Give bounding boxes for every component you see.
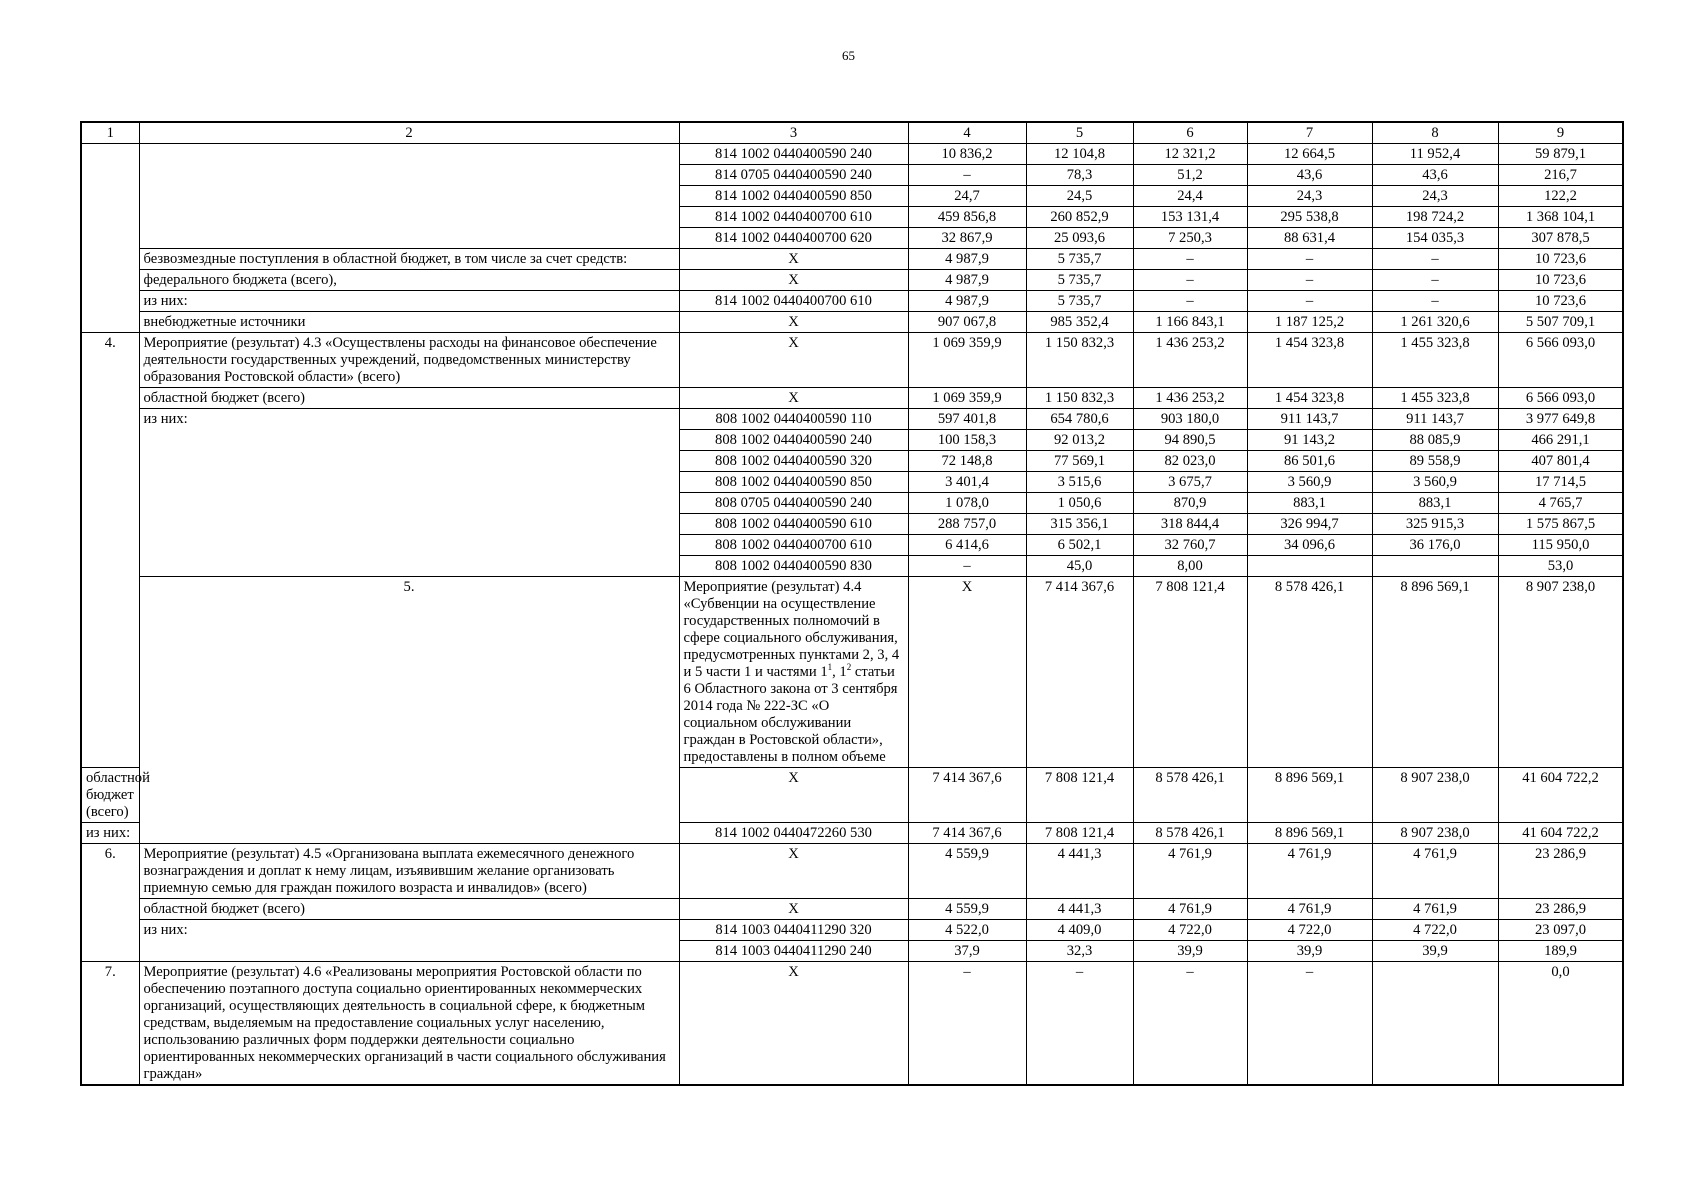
value-cell: 92 013,2 [1026,430,1133,451]
value-cell: 654 780,6 [1026,409,1133,430]
page-number: 65 [842,48,855,63]
value-cell: 24,3 [1372,186,1498,207]
table-row [81,388,1623,409]
value-cell: 4 441,3 [1026,899,1133,920]
value-cell: 5 735,7 [1026,270,1133,291]
value-cell: 72 148,8 [908,451,1026,472]
value-cell: 41 604 722,2 [1498,768,1623,823]
table-row [81,920,1623,941]
value-cell: – [1133,291,1247,312]
budget-code: 808 1002 0440400590 320 [679,451,908,472]
value-cell: 907 067,8 [908,312,1026,333]
title-part: Мероприятие (результат) 4.4 «Субвенции на осуществление государственных полномочий в сфере социального обслуживания, предусмотренных пунктами 2, 3, 4 и 5 части 1 и частями 1 [683,579,900,680]
value-cell: 43,6 [1247,165,1372,186]
value-cell: 39,9 [1247,941,1372,962]
value-cell: 903 180,0 [1133,409,1247,430]
row-label-cell: федерального бюджета (всего), [139,270,679,291]
value-cell: – [908,962,1026,1086]
row-label-cell: областной бюджет (всего) [139,899,679,920]
value-cell: 3 560,9 [1247,472,1372,493]
value-cell: 7 414 367,6 [1026,577,1133,768]
value-cell: 51,2 [1133,165,1247,186]
value-cell: 36 176,0 [1372,535,1498,556]
row-label-cell: Мероприятие (результат) 4.5 «Организована выплата ежемесячного денежного вознаграждения и доплат к нему лицам, изъявившим желание организовать приемную семью для граждан пожилого возраста и инвалидов» (всего) [139,844,679,899]
value-cell: 115 950,0 [1498,535,1623,556]
value-cell: 0,0 [1498,962,1623,1086]
value-cell: 307 878,5 [1498,228,1623,249]
value-cell: – [908,556,1026,577]
table-row [81,962,1623,1086]
value-cell: 4 559,9 [908,899,1026,920]
value-cell: 6 566 093,0 [1498,388,1623,409]
row-number-cell: 5. [139,577,679,844]
budget-code: 808 1002 0440400590 830 [679,556,908,577]
value-cell: 8 907 238,0 [1498,577,1623,768]
value-cell: 82 023,0 [1133,451,1247,472]
table-row [81,844,1623,899]
value-cell: 37,9 [908,941,1026,962]
value-cell: 10 723,6 [1498,249,1623,270]
budget-code: 814 1003 0440411290 240 [679,941,908,962]
value-cell: 53,0 [1498,556,1623,577]
value-cell: 8 896 569,1 [1247,768,1372,823]
value-cell: 8 907 238,0 [1372,768,1498,823]
value-cell: 4 761,9 [1372,844,1498,899]
value-cell: 7 414 367,6 [908,823,1026,844]
table-row [81,144,1623,165]
value-cell: 1 455 323,8 [1372,388,1498,409]
budget-code: 814 1002 0440400700 620 [679,228,908,249]
value-cell: 4 761,9 [1133,844,1247,899]
value-cell: 7 808 121,4 [1026,768,1133,823]
budget-code: 814 1002 0440400700 610 [679,207,908,228]
value-cell: 91 143,2 [1247,430,1372,451]
value-cell: 407 801,4 [1498,451,1623,472]
row-label-cell: из них: [139,409,679,577]
budget-code: 814 1002 0440400590 240 [679,144,908,165]
budget-code: 808 1002 0440400590 110 [679,409,908,430]
value-cell: 4 409,0 [1026,920,1133,941]
row-label-cell: Мероприятие (результат) 4.6 «Реализованы мероприятия Ростовской области по обеспечению поэтапного доступа социально ориентированных некоммерческих организаций, осуществляющих деятельность в социальной сфере, к бюджетным средствам, выделяемым на предоставление социальных услуг населению, использованию различных форм поддержки деятельности социально ориентированных некоммерческих организаций в части социального обслуживания граждан» [139,962,679,1086]
value-cell: 24,5 [1026,186,1133,207]
value-cell: 1 187 125,2 [1247,312,1372,333]
row-label-cell: безвозмездные поступления в областной бюджет, в том числе за счет средств: [139,249,679,270]
value-cell: 318 844,4 [1133,514,1247,535]
value-cell: 43,6 [1372,165,1498,186]
value-cell: – [1247,962,1372,1086]
value-cell: 39,9 [1133,941,1247,962]
value-cell: 6 566 093,0 [1498,333,1623,388]
value-cell: 25 093,6 [1026,228,1133,249]
value-cell: 189,9 [1498,941,1623,962]
value-cell: 1 436 253,2 [1133,388,1247,409]
value-cell: 1 078,0 [908,493,1026,514]
value-cell: – [1247,270,1372,291]
value-cell: 154 035,3 [1372,228,1498,249]
value-cell: 883,1 [1247,493,1372,514]
value-cell: 911 143,7 [1372,409,1498,430]
row-label-cell [139,144,679,249]
budget-code: Х [679,768,908,823]
table-row [81,249,1623,270]
budget-code: Х [679,312,908,333]
budget-code: 814 0705 0440400590 240 [679,165,908,186]
value-cell: 86 501,6 [1247,451,1372,472]
value-cell: 32 760,7 [1133,535,1247,556]
value-cell: 288 757,0 [908,514,1026,535]
value-cell: 985 352,4 [1026,312,1133,333]
value-cell: – [908,165,1026,186]
value-cell: 10 836,2 [908,144,1026,165]
value-cell: 4 722,0 [1133,920,1247,941]
superscript: 1 [827,662,833,673]
budget-code: Х [908,577,1026,768]
value-cell: – [1133,270,1247,291]
value-cell: 32 867,9 [908,228,1026,249]
value-cell: 3 401,4 [908,472,1026,493]
value-cell: 3 515,6 [1026,472,1133,493]
value-cell: 1 454 323,8 [1247,388,1372,409]
value-cell: – [1026,962,1133,1086]
value-cell [1372,962,1498,1086]
header-cell: 6 [1133,122,1247,144]
value-cell: 94 890,5 [1133,430,1247,451]
value-cell: 6 414,6 [908,535,1026,556]
budget-table [80,121,1624,1086]
value-cell: 5 735,7 [1026,249,1133,270]
value-cell: – [1372,249,1498,270]
value-cell: 7 414 367,6 [908,768,1026,823]
budget-code: Х [679,333,908,388]
header-cell: 2 [139,122,679,144]
value-cell: 8 578 426,1 [1133,823,1247,844]
value-cell: 45,0 [1026,556,1133,577]
header-cell: 8 [1372,122,1498,144]
budget-code: 808 1002 0440400700 610 [679,535,908,556]
row-number-cell: 4. [81,333,139,768]
value-cell: 24,3 [1247,186,1372,207]
budget-code: Х [679,270,908,291]
value-cell: – [1372,270,1498,291]
value-cell: 1 454 323,8 [1247,333,1372,388]
row-label-cell [679,577,908,768]
value-cell: 911 143,7 [1247,409,1372,430]
value-cell: 59 879,1 [1498,144,1623,165]
budget-code: Х [679,388,908,409]
table-row [81,312,1623,333]
table-row [81,409,1623,430]
header-cell: 9 [1498,122,1623,144]
value-cell: 7 808 121,4 [1026,823,1133,844]
value-cell: 100 158,3 [908,430,1026,451]
value-cell: 597 401,8 [908,409,1026,430]
value-cell: 88 631,4 [1247,228,1372,249]
value-cell: 3 560,9 [1372,472,1498,493]
row-label-cell: внебюджетные источники [139,312,679,333]
value-cell: – [1372,291,1498,312]
row-label-cell: из них: [81,823,139,844]
row-label-cell: областной бюджет (всего) [81,768,139,823]
row-number-cell: 7. [81,962,139,1086]
row-label-cell: из них: [139,920,679,962]
value-cell: 4 559,9 [908,844,1026,899]
table-row [81,577,1623,768]
value-cell: 77 569,1 [1026,451,1133,472]
value-cell: 4 522,0 [908,920,1026,941]
value-cell: 10 723,6 [1498,291,1623,312]
value-cell: 4 761,9 [1133,899,1247,920]
value-cell: 88 085,9 [1372,430,1498,451]
header-cell: 3 [679,122,908,144]
value-cell: 4 761,9 [1247,899,1372,920]
value-cell: 315 356,1 [1026,514,1133,535]
budget-code: 808 1002 0440400590 610 [679,514,908,535]
header-cell: 5 [1026,122,1133,144]
value-cell: 11 952,4 [1372,144,1498,165]
value-cell: 1 050,6 [1026,493,1133,514]
row-label-cell: Мероприятие (результат) 4.3 «Осуществлены расходы на финансовое обеспечение деятельности государственных учреждений, подведомственных министерству образования Ростовской области» (всего) [139,333,679,388]
value-cell: 17 714,5 [1498,472,1623,493]
value-cell: 41 604 722,2 [1498,823,1623,844]
value-cell: 1 069 359,9 [908,333,1026,388]
budget-code: Х [679,844,908,899]
value-cell: 122,2 [1498,186,1623,207]
row-number-cell: 6. [81,844,139,962]
value-cell: 325 915,3 [1372,514,1498,535]
value-cell: 8 578 426,1 [1247,577,1372,768]
value-cell: 1 436 253,2 [1133,333,1247,388]
value-cell: 24,7 [908,186,1026,207]
value-cell: 1 368 104,1 [1498,207,1623,228]
title-part: , 1 [832,664,847,680]
budget-code: 814 1003 0440411290 320 [679,920,908,941]
row-label-cell: областной бюджет (всего) [139,388,679,409]
budget-code: Х [679,249,908,270]
value-cell: 1 455 323,8 [1372,333,1498,388]
value-cell: 870,9 [1133,493,1247,514]
value-cell: 4 761,9 [1372,899,1498,920]
budget-code: 814 1002 0440400700 610 [679,291,908,312]
value-cell: 1 069 359,9 [908,388,1026,409]
value-cell: 3 977 649,8 [1498,409,1623,430]
budget-code: Х [679,899,908,920]
value-cell: 1 166 843,1 [1133,312,1247,333]
value-cell: 1 575 867,5 [1498,514,1623,535]
value-cell: 1 261 320,6 [1372,312,1498,333]
value-cell: 198 724,2 [1372,207,1498,228]
table-row [81,291,1623,312]
value-cell: 1 150 832,3 [1026,388,1133,409]
value-cell: 1 150 832,3 [1026,333,1133,388]
value-cell: 34 096,6 [1247,535,1372,556]
value-cell: 326 994,7 [1247,514,1372,535]
value-cell: 4 987,9 [908,249,1026,270]
value-cell: 459 856,8 [908,207,1026,228]
value-cell: 23 097,0 [1498,920,1623,941]
title-part: статьи 6 Областного закона от 3 сентября 2014 года № 222-ЗС «О социальном обслуживании граждан в Ростовской области», предоставлены в полном объеме [683,664,898,765]
value-cell: 12 664,5 [1247,144,1372,165]
value-cell: 4 761,9 [1247,844,1372,899]
value-cell: 5 507 709,1 [1498,312,1623,333]
header-row [81,122,1623,144]
value-cell: 8,00 [1133,556,1247,577]
value-cell: 4 722,0 [1372,920,1498,941]
budget-code: 808 1002 0440400590 850 [679,472,908,493]
value-cell: 8 907 238,0 [1372,823,1498,844]
budget-code: 808 0705 0440400590 240 [679,493,908,514]
value-cell: 4 765,7 [1498,493,1623,514]
value-cell: 6 502,1 [1026,535,1133,556]
budget-code: 808 1002 0440400590 240 [679,430,908,451]
table-row [81,899,1623,920]
value-cell: 32,3 [1026,941,1133,962]
budget-code: 814 1002 0440472260 530 [679,823,908,844]
value-cell: – [1247,291,1372,312]
budget-code: 814 1002 0440400590 850 [679,186,908,207]
table-body [81,122,1623,1085]
superscript: 2 [846,662,852,673]
value-cell: 78,3 [1026,165,1133,186]
table-row [81,333,1623,388]
value-cell: 295 538,8 [1247,207,1372,228]
value-cell: 7 250,3 [1133,228,1247,249]
value-cell: 4 722,0 [1247,920,1372,941]
value-cell: – [1133,249,1247,270]
value-cell: 10 723,6 [1498,270,1623,291]
value-cell: – [1133,962,1247,1086]
value-cell: 8 896 569,1 [1372,577,1498,768]
value-cell: 23 286,9 [1498,844,1623,899]
value-cell: 12 321,2 [1133,144,1247,165]
value-cell: 12 104,8 [1026,144,1133,165]
value-cell: 8 578 426,1 [1133,768,1247,823]
table-row [81,270,1623,291]
header-cell: 7 [1247,122,1372,144]
value-cell: 23 286,9 [1498,899,1623,920]
value-cell: 883,1 [1372,493,1498,514]
value-cell: 4 987,9 [908,291,1026,312]
header-cell: 4 [908,122,1026,144]
value-cell: – [1247,249,1372,270]
value-cell: 4 441,3 [1026,844,1133,899]
value-cell: 216,7 [1498,165,1623,186]
row-number-cell [81,144,139,333]
value-cell: 153 131,4 [1133,207,1247,228]
value-cell: 260 852,9 [1026,207,1133,228]
value-cell: 24,4 [1133,186,1247,207]
value-cell [1372,556,1498,577]
value-cell: 4 987,9 [908,270,1026,291]
value-cell: 466 291,1 [1498,430,1623,451]
value-cell [1247,556,1372,577]
header-cell: 1 [81,122,139,144]
value-cell: 7 808 121,4 [1133,577,1247,768]
value-cell: 8 896 569,1 [1247,823,1372,844]
value-cell: 89 558,9 [1372,451,1498,472]
value-cell: 3 675,7 [1133,472,1247,493]
value-cell: 5 735,7 [1026,291,1133,312]
value-cell: 39,9 [1372,941,1498,962]
row-label-cell: из них: [139,291,679,312]
budget-code: Х [679,962,908,1086]
